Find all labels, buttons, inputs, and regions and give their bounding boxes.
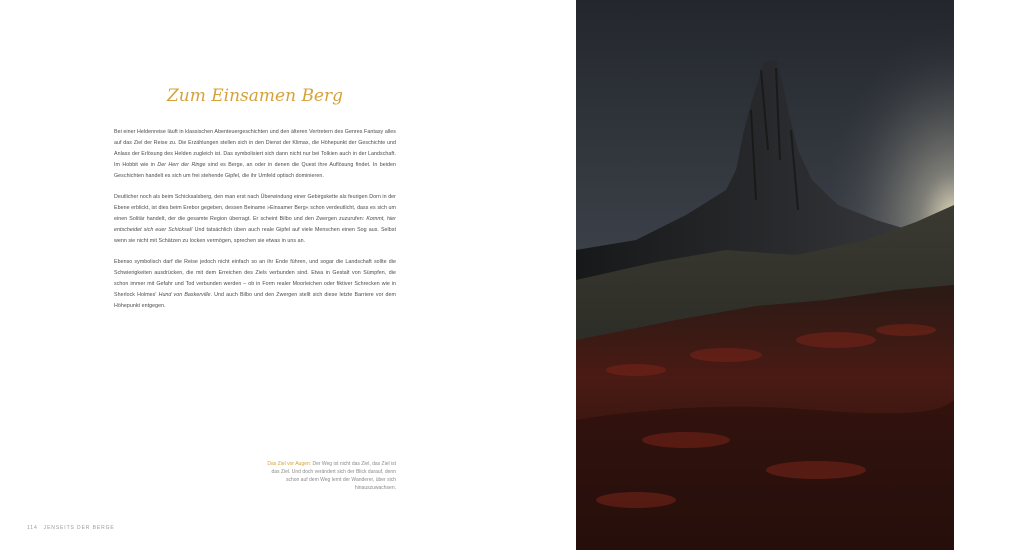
body-text [114, 127, 396, 322]
section-title: JENSEITS DER BERGE [43, 525, 115, 531]
page-number: 114 [27, 525, 38, 531]
photo-caption [262, 460, 396, 492]
photo-page [576, 0, 954, 550]
caption-highlight: Das Ziel vor Augen: [267, 461, 312, 467]
paragraph-2: Deutlicher noch als beim Schicksalsberg, den man erst nach Überwindung einer Gebirgskette als feurigen Dorn in der Ebene erblickt, ist dies beim Erebor gegeben, dessen Beiname »Einsamer Berg« schon verdeutlicht, dass es sich um einen Solitär handelt, der die gesamte Region überragt. Er scheint Bilbo und den Zwergen zuzurufen: Kommt, hier entscheidet sich euer Schicksal! Und tatsächlich üben auch reale Gipfel auf viele Menschen einen Sog aus. Selbst wenn sie nicht mit Schätzen zu locken vermögen, sprechen sie etwas in uns an. [114, 193, 396, 245]
page-margin [954, 0, 1020, 550]
caption-text: Der Weg ist nicht das Ziel, das Ziel ist das Ziel. Und doch verändert sich der Blick darauf, denn schon auf dem Weg lernt der Wanderer, über sich hinauszuwachsen. [271, 461, 396, 491]
page-footer [27, 525, 115, 531]
chapter-title: Zum Einsamen Berg [166, 86, 344, 106]
mountain-photo [576, 0, 954, 550]
paragraph-1: Bei einer Heldenreise läuft in klassischen Abenteuergeschichten und den älteren Vertretern des Genres Fantasy alles auf das Ziel der Reise zu. Die Erzählungen stellen sich in den Dienst der Klimax, die Höhepunkt der Geschichte und Anlass der Erlösung des Helden zugleich ist. Das symbolisiert sich dann nicht nur bei Tolkien auch in der Landschaft. Im Hobbit wie in Der Herr der Ringe sind es Berge, an oder in denen die Quest ihre Auflösung findet. In beiden Geschichten handelt es sich um frei stehende Gipfel, die ihr Umfeld optisch dominieren. [114, 129, 396, 180]
paragraph-3: Ebenso symbolisch darf die Reise jedoch nicht einfach so an ihr Ende führen, und sogar die Landschaft sollte die Schwierigkeiten ausdrücken, die mit dem Erreichen des Ziels verbunden sind. Etwa in Gestalt von Sümpfen, die schon immer mit Gefahr und Tod verbunden werden – ob in Form realer Moorleichen oder fiktiver Schrecken wie in Sherlock Holmes' Hund von Baskerville. Und auch Bilbo und den Zwergen stellt sich diese letzte Barriere vor dem Höhepunkt entgegen. [114, 258, 396, 310]
